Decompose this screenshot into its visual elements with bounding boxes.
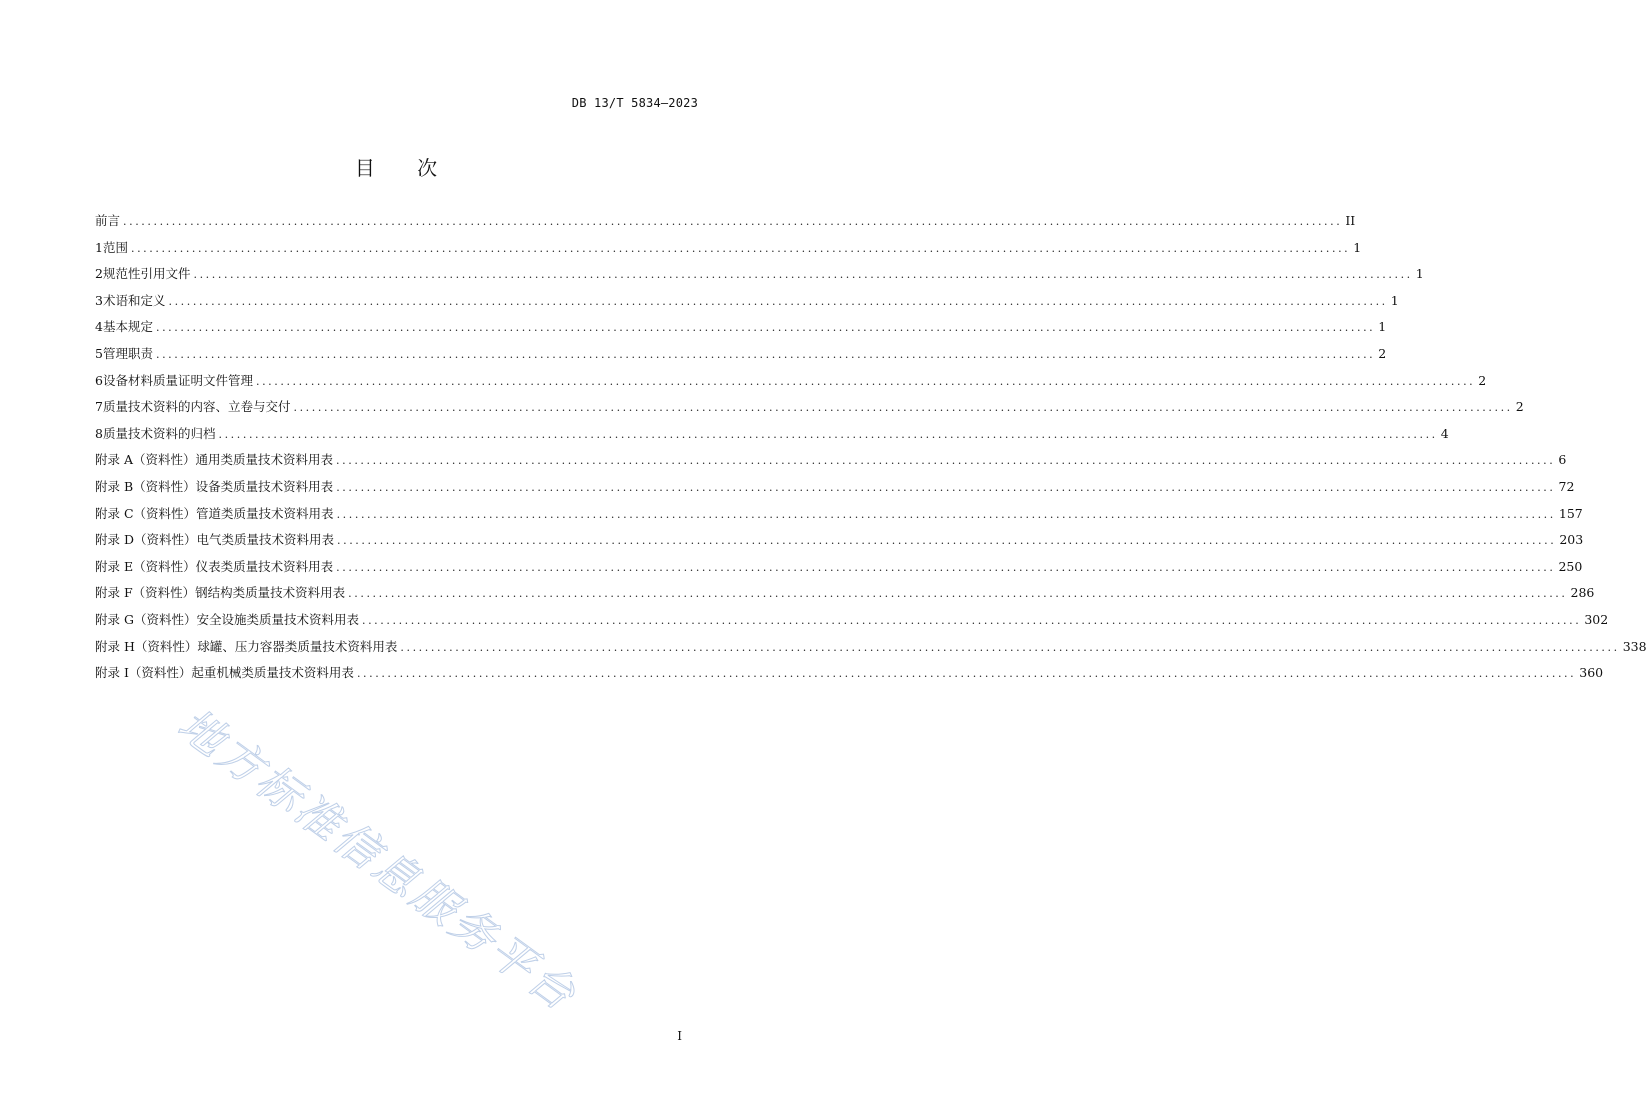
toc-entry-page: 6 (1558, 452, 1567, 468)
toc-entry-leader-dots: ........................................................................................................................................................................................................ (348, 587, 1568, 601)
toc-title: 目 次 (354, 156, 456, 180)
toc-entry-leader-dots: ........................................................................................................................................................................................................ (255, 374, 1476, 388)
toc-entry-title: 仪表类质量技术资料用表 (195, 558, 334, 574)
toc-entry-leader-dots: ........................................................................................................................................................................................................ (168, 294, 1388, 308)
toc-entry-leader-dots: ........................................................................................................................................................................................................ (293, 401, 1513, 415)
toc-entry-appendix-label: 附录 D（资料性） (95, 532, 197, 548)
toc-entry-title: 基本规定 (102, 319, 153, 335)
toc-entry-title: 术语和定义 (102, 292, 166, 308)
toc-entry-number: 8 (95, 425, 103, 441)
toc-entry-page: II (1345, 213, 1356, 228)
toc-entry-title: 设备材料质量证明文件管理 (102, 372, 253, 388)
toc-entry-title: 质量技术资料的内容、立卷与交付 (102, 399, 291, 415)
toc-entry[interactable] (95, 557, 1583, 584)
document-code: DB 13/T 5834—2023 (571, 96, 698, 110)
toc-entry-appendix-label: 附录 E（资料性） (95, 558, 196, 574)
toc-entry-page: 302 (1584, 611, 1609, 627)
toc-entry-number: 3 (95, 292, 103, 308)
toc-entry[interactable] (95, 450, 1567, 477)
toc-entry-title: 前言 (95, 213, 121, 228)
toc-entry[interactable] (95, 583, 1595, 610)
toc-entry[interactable] (95, 477, 1575, 504)
toc-entry-page: 2 (1515, 399, 1524, 415)
toc-entry-title: 电气类质量技术资料用表 (196, 532, 335, 548)
toc-entry-appendix-label: 附录 B（资料性） (95, 478, 196, 494)
page-number: I (677, 1029, 682, 1043)
toc-entry[interactable] (95, 663, 1604, 690)
toc-entry-appendix-label: 附录 A（资料性） (95, 452, 196, 468)
toc-entry-page: 4 (1440, 425, 1449, 441)
toc-entry[interactable] (95, 397, 1524, 424)
toc-entry-appendix-label: 附录 H（资料性） (95, 638, 198, 654)
toc-entry[interactable] (95, 238, 1362, 265)
toc-entry-title: 管理职责 (102, 345, 153, 361)
toc-entry-title: 起重机械类质量技术资料用表 (191, 665, 354, 681)
toc-entry-page: 2 (1378, 345, 1387, 361)
toc-entry-number: 7 (95, 399, 103, 415)
toc-entry-title: 管道类质量技术资料用表 (196, 505, 334, 521)
toc-entry-title: 设备类质量技术资料用表 (195, 478, 334, 494)
toc-entry-page: 1 (1353, 239, 1362, 255)
toc-entry-page: 360 (1579, 665, 1604, 681)
toc-entry[interactable] (95, 291, 1399, 318)
toc-entry-number: 2 (95, 266, 103, 282)
toc-entry-page: 1 (1378, 319, 1387, 335)
watermark: 地方标准信息服务平台 (168, 698, 587, 1023)
toc-entry-title: 规范性引用文件 (102, 266, 191, 282)
toc-entry[interactable] (95, 264, 1424, 291)
toc-entry-leader-dots: ........................................................................................................................................................................................................ (400, 640, 1620, 654)
toc-entry-leader-dots: ........................................................................................................................................................................................................ (130, 241, 1351, 255)
toc-entry-leader-dots: ........................................................................................................................................................................................................ (155, 321, 1376, 335)
toc-entry-leader-dots: ........................................................................................................................................................................................................ (336, 560, 1556, 574)
toc-entry[interactable] (95, 211, 1356, 238)
toc-entry-title: 安全设施类质量技术资料用表 (196, 611, 359, 627)
toc-entry-number: 5 (95, 345, 103, 361)
toc-entry[interactable] (95, 637, 1647, 664)
toc-entry-leader-dots: ........................................................................................................................................................................................................ (193, 268, 1413, 282)
toc-entry-appendix-label: 附录 F（资料性） (95, 585, 196, 601)
toc-entry-leader-dots: ........................................................................................................................................................................................................ (218, 427, 1438, 441)
toc-entry-title: 质量技术资料的归档 (102, 425, 216, 441)
toc-entry-number: 4 (95, 319, 103, 335)
toc-entry-number: 6 (95, 372, 103, 388)
toc-entry-page: 1 (1390, 292, 1399, 308)
toc-entry-page: 286 (1570, 585, 1595, 601)
toc-entry-appendix-label: 附录 C（资料性） (95, 505, 197, 521)
toc-entry-leader-dots: ........................................................................................................................................................................................................ (336, 480, 1556, 494)
toc-entry-page: 2 (1478, 372, 1487, 388)
toc-entry-appendix-label: 附录 I（资料性） (95, 665, 192, 681)
toc-entry-leader-dots: ........................................................................................................................................................................................................ (123, 215, 1343, 228)
toc-entry-page: 250 (1558, 558, 1583, 574)
toc-entry[interactable] (95, 424, 1449, 451)
toc-entry-title: 钢结构类质量技术资料用表 (195, 585, 346, 601)
toc-entry-title: 球罐、压力容器类质量技术资料用表 (197, 638, 398, 654)
toc-entry[interactable] (95, 610, 1609, 637)
toc-entry-title: 通用类质量技术资料用表 (195, 452, 334, 468)
toc-entry-leader-dots: ........................................................................................................................................................................................................ (155, 347, 1376, 361)
toc-entry-number: 1 (95, 239, 103, 255)
table-of-contents (95, 211, 1647, 690)
toc-entry-leader-dots: ........................................................................................................................................................................................................ (336, 454, 1556, 468)
toc-entry-leader-dots: ........................................................................................................................................................................................................ (337, 534, 1557, 548)
toc-entry-appendix-label: 附录 G（资料性） (95, 611, 197, 627)
toc-entry-leader-dots: ........................................................................................................................................................................................................ (336, 507, 1556, 521)
toc-entry-leader-dots: ........................................................................................................................................................................................................ (361, 613, 1582, 627)
toc-entry[interactable] (95, 371, 1487, 398)
toc-entry-page: 157 (1558, 505, 1583, 521)
toc-entry-title: 范围 (102, 239, 128, 255)
toc-entry-page: 203 (1559, 532, 1584, 548)
toc-entry[interactable] (95, 530, 1584, 557)
toc-entry-page: 1 (1415, 266, 1424, 282)
toc-entry-page: 72 (1558, 478, 1575, 494)
toc-entry-leader-dots: ........................................................................................................................................................................................................ (356, 667, 1577, 681)
toc-entry[interactable] (95, 344, 1387, 371)
toc-entry[interactable] (95, 504, 1583, 531)
toc-entry[interactable] (95, 317, 1387, 344)
toc-entry-page: 338 (1622, 638, 1647, 654)
